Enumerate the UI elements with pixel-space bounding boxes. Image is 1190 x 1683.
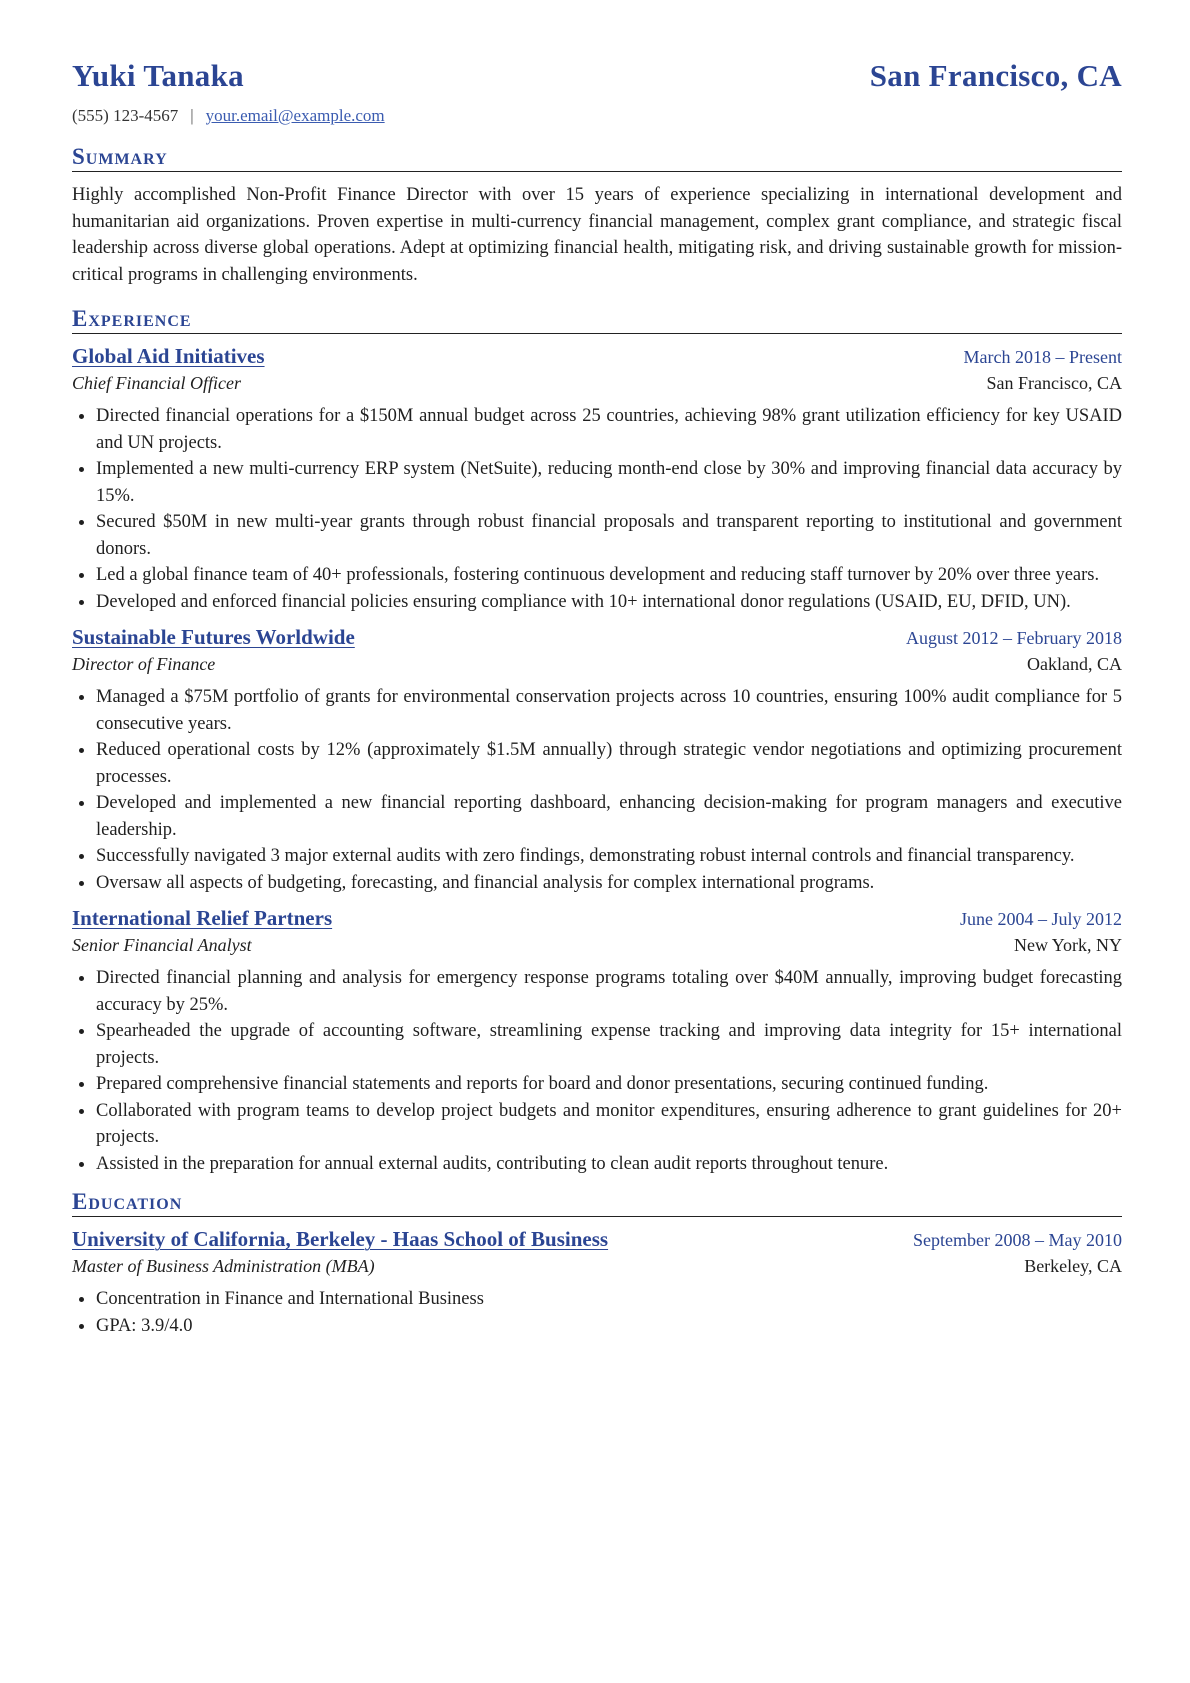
experience-bullet-list bbox=[72, 965, 1122, 1177]
experience-bullet: Assisted in the preparation for annual external audits, contributing to clean audit reports throughout tenure. bbox=[96, 1151, 1122, 1178]
experience-bullet: Oversaw all aspects of budgeting, forecasting, and financial analysis for complex international programs. bbox=[96, 870, 1122, 897]
education-entry-subheader bbox=[72, 1256, 1122, 1277]
summary-text: Highly accomplished Non-Profit Finance Director with over 15 years of experience specializing in international development and humanitarian aid organizations. Proven expertise in multi-currency financial management, complex grant compliance, and strategic fiscal leadership across diverse global operations. Adept at optimizing financial health, mitigating risk, and driving sustainable growth for mission-critical programs in challenging environments. bbox=[72, 185, 1122, 285]
experience-location: San Francisco, CA bbox=[986, 373, 1122, 393]
experience-heading: Experience bbox=[72, 306, 1122, 334]
experience-entry-header bbox=[72, 344, 1122, 369]
experience-bullet: Directed financial planning and analysis for emergency response programs totaling over $40M annually, improving budget forecasting accuracy by 25%. bbox=[96, 965, 1122, 1018]
experience-bullet: Collaborated with program teams to develop project budgets and monitor expenditures, ensuring adherence to grant guidelines for 20+ projects. bbox=[96, 1098, 1122, 1151]
education-dates: September 2008 – May 2010 bbox=[913, 1230, 1122, 1250]
experience-bullet: Developed and implemented a new financial reporting dashboard, enhancing decision-making for program managers and executive leadership. bbox=[96, 790, 1122, 843]
experience-bullet: Spearheaded the upgrade of accounting software, streamlining expense tracking and improving data integrity for 15+ international projects. bbox=[96, 1018, 1122, 1071]
education-location: Berkeley, CA bbox=[1024, 1256, 1122, 1276]
experience-entry-header bbox=[72, 906, 1122, 931]
experience-bullet: Implemented a new multi-currency ERP system (NetSuite), reducing month-end close by 30% and improving financial data accuracy by 15%. bbox=[96, 456, 1122, 509]
experience-entry-header bbox=[72, 625, 1122, 650]
experience-entry bbox=[72, 906, 1122, 1177]
education-list bbox=[72, 1227, 1122, 1339]
candidate-name: Yuki Tanaka bbox=[72, 58, 244, 93]
experience-bullet-list bbox=[72, 684, 1122, 896]
header bbox=[72, 58, 1122, 94]
education-bullet: GPA: 3.9/4.0 bbox=[96, 1313, 1122, 1340]
education-entry-header bbox=[72, 1227, 1122, 1252]
education-bullet: Concentration in Finance and International Business bbox=[96, 1286, 1122, 1313]
education-bullet-list bbox=[72, 1286, 1122, 1339]
experience-entry bbox=[72, 344, 1122, 615]
header-location: San Francisco, CA bbox=[869, 58, 1122, 93]
experience-bullet: Developed and enforced financial policies ensuring compliance with 10+ international donor regulations (USAID, EU, DFID, UN). bbox=[96, 589, 1122, 616]
experience-location: Oakland, CA bbox=[1027, 654, 1122, 674]
experience-bullet-list bbox=[72, 403, 1122, 615]
experience-role: Senior Financial Analyst bbox=[72, 935, 252, 955]
education-entry bbox=[72, 1227, 1122, 1339]
education-role: Master of Business Administration (MBA) bbox=[72, 1256, 375, 1276]
experience-location: New York, NY bbox=[1013, 935, 1122, 955]
experience-organization-link[interactable]: International Relief Partners bbox=[72, 906, 333, 930]
experience-dates: August 2012 – February 2018 bbox=[906, 628, 1122, 648]
experience-organization-link[interactable]: Sustainable Futures Worldwide bbox=[72, 625, 355, 649]
education-organization-link[interactable]: University of California, Berkeley - Haas School of Business bbox=[72, 1227, 609, 1251]
phone-number: (555) 123-4567 bbox=[72, 106, 179, 125]
experience-list bbox=[72, 344, 1122, 1177]
experience-dates: March 2018 – Present bbox=[963, 347, 1122, 367]
experience-bullet: Managed a $75M portfolio of grants for environmental conservation projects across 10 countries, ensuring 100% audit compliance for 5 consecutive years. bbox=[96, 684, 1122, 737]
experience-bullet: Successfully navigated 3 major external audits with zero findings, demonstrating robust internal controls and financial transparency. bbox=[96, 843, 1122, 870]
experience-organization-link[interactable]: Global Aid Initiatives bbox=[72, 344, 265, 368]
experience-bullet: Reduced operational costs by 12% (approximately $1.5M annually) through strategic vendor negotiations and optimizing procurement processes. bbox=[96, 737, 1122, 790]
experience-entry-subheader bbox=[72, 373, 1122, 394]
experience-entry bbox=[72, 625, 1122, 896]
education-heading: Education bbox=[72, 1189, 1122, 1217]
experience-entry-subheader bbox=[72, 654, 1122, 675]
summary-heading: Summary bbox=[72, 144, 1122, 172]
experience-role: Director of Finance bbox=[72, 654, 216, 674]
contact-line bbox=[72, 106, 1122, 126]
experience-bullet: Led a global finance team of 40+ professionals, fostering continuous development and reducing staff turnover by 20% over three years. bbox=[96, 562, 1122, 589]
experience-bullet: Directed financial operations for a $150M annual budget across 25 countries, achieving 98% grant utilization efficiency for key USAID and UN projects. bbox=[96, 403, 1122, 456]
contact-separator: | bbox=[190, 106, 194, 125]
experience-bullet: Prepared comprehensive financial statements and reports for board and donor presentations, securing continued funding. bbox=[96, 1071, 1122, 1098]
experience-entry-subheader bbox=[72, 935, 1122, 956]
email-link[interactable]: your.email@example.com bbox=[205, 106, 385, 125]
experience-role: Chief Financial Officer bbox=[72, 373, 241, 393]
experience-bullet: Secured $50M in new multi-year grants through robust financial proposals and transparent reporting to institutional and government donors. bbox=[96, 509, 1122, 562]
experience-dates: June 2004 – July 2012 bbox=[960, 909, 1122, 929]
